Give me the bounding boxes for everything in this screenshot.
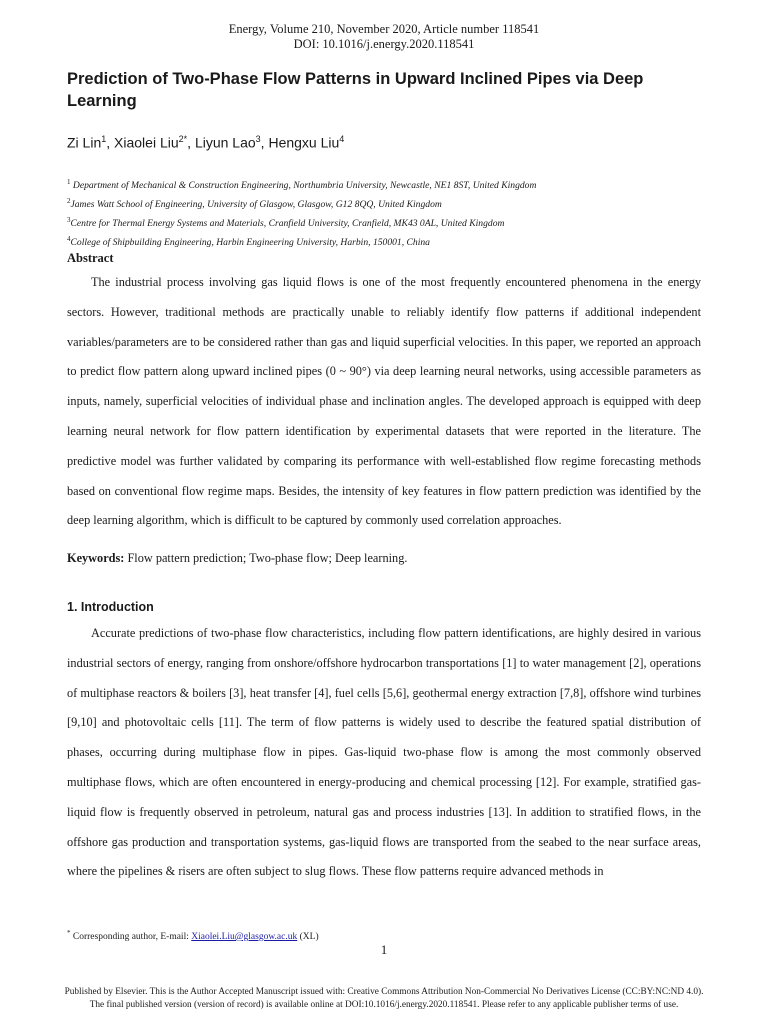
paper-title: Prediction of Two-Phase Flow Patterns in Upward Inclined Pipes via Deep Learning [67, 70, 644, 110]
author-name: Liyun Lao [194, 134, 256, 151]
journal-citation: Energy, Volume 210, November 2020, Article number 118541 [228, 22, 540, 36]
keywords-line [67, 551, 407, 566]
affiliation-text: Centre for Thermal Energy Systems and Materials, Cranfield University, Cranfield, MK43 0AL, United Kingdom [70, 218, 505, 230]
author-name: Xiaolei Liu [114, 134, 179, 151]
footnote [67, 929, 319, 942]
publisher-note-line: Published by Elsevier. This is the Author Accepted Manuscript issued with: Creative Commons Attribution Non-Commercial No Derivatives License (CC:BY:NC:ND 4.0). [64, 987, 704, 997]
affiliation-item [67, 213, 707, 232]
author-separator: , [260, 134, 269, 151]
author-name: Hengxu Liu [268, 134, 340, 151]
author-affiliation-mark: 4 [339, 134, 345, 144]
affiliation-item [67, 194, 707, 213]
corresponding-email-link[interactable]: Xiaolei.Liu@glasgow.ac.uk [191, 932, 298, 943]
section-heading-introduction: 1. Introduction [67, 600, 154, 614]
affiliation-mark: 2 [67, 196, 71, 205]
page-number: 1 [380, 942, 388, 957]
affiliation-text: James Watt School of Engineering, University of Glasgow, Glasgow, G12 8QQ, United Kingdom [70, 199, 442, 211]
author-separator: , [187, 134, 195, 151]
keywords-text: Flow pattern prediction; Two-phase flow; Deep learning. [124, 551, 408, 565]
affiliation-item [67, 175, 707, 194]
affiliation-mark: 4 [67, 234, 71, 243]
author-affiliation-mark: 3 [255, 134, 261, 144]
author-name: Zi Lin [67, 134, 102, 151]
abstract-text: The industrial process involving gas liquid flows is one of the most frequently encountered phenomena in the energy sectors. However, traditional methods are practically unable to reliably identify flow patterns if additional independent variables/parameters are to be considered rather than gas and liquid superficial velocities. In this paper, we reported an approach to predict flow pattern along upward inclined pipes (0 ~ 90°) via deep learning neural networks, using accessible parameters as inputs, namely, superficial velocities of individual phase and inclination angles. The developed approach is equipped with deep learning neural network for flow pattern identification by experimental datasets that were reported in the literature. The predictive model was further validated by comparing its performance with well-established flow regime forecasting methods based on conventional flow regime maps. Besides, the intensity of key features in flow pattern prediction was identified by the deep learning algorithm, which is difficult to be captured by commonly used correlation approaches. [67, 275, 701, 528]
author-affiliation-mark: 1 [101, 134, 107, 144]
affiliation-list [67, 175, 707, 251]
footnote-suffix: (XL) [297, 932, 319, 943]
abstract-heading: Abstract [67, 251, 114, 265]
journal-doi: DOI: 10.1016/j.energy.2020.118541 [293, 37, 475, 51]
affiliation-text: College of Shipbuilding Engineering, Harbin Engineering University, Harbin, 150001, China [70, 237, 430, 249]
footnote-prefix: Corresponding author, E-mail: [70, 932, 192, 943]
affiliation-item [67, 232, 707, 251]
keywords-label: Keywords: [67, 551, 125, 565]
introduction-paragraph [67, 619, 701, 887]
affiliation-mark: 1 [67, 178, 71, 186]
author-affiliation-mark: 2* [178, 134, 188, 144]
affiliation-mark: 3 [67, 215, 71, 224]
author-separator: , [106, 134, 115, 151]
publisher-note [0, 986, 768, 1011]
abstract-paragraph [67, 268, 701, 536]
introduction-text: Accurate predictions of two-phase flow characteristics, including flow pattern identifications, are highly desired in various industrial sectors of energy, ranging from onshore/offshore hydrocarbon transportations [1] to water management [2], operations of multiphase reactors & boilers [3], heat transfer [4], fuel cells [5,6], geothermal energy extraction [7,8], offshore wind turbines [9,10] and photovoltaic cells [11]. The term of flow patterns is widely used to describe the featured spatial distribution of phases, occurring during multiphase flow in pipes. Gas-liquid two-phase flow is among the most commonly observed multiphase flows, which are often encountered in energy-producing and chemical processing [12]. For example, stratified gas-liquid flow is frequently observed in petroleum, natural gas and process industries [13]. In addition to stratified flows, in the offshore gas production and transportation systems, gas-liquid flows are transported from the seabed to the near surface areas, where the pipelines & risers are often subject to slug flows. These flow patterns require advanced methods in [67, 626, 701, 879]
footnote-mark: * [67, 929, 71, 937]
publisher-note-line: The final published version (version of record) is available online at DOI:10.1016/j.energy.2020.118541. Please refer to any applicable publisher terms of use. [89, 999, 679, 1010]
author-list [67, 134, 344, 151]
affiliation-text: Department of Mechanical & Construction Engineering, Northumbria University, Newcastle, NE1 8ST, United Kingdom [70, 180, 537, 192]
journal-header [0, 22, 768, 52]
